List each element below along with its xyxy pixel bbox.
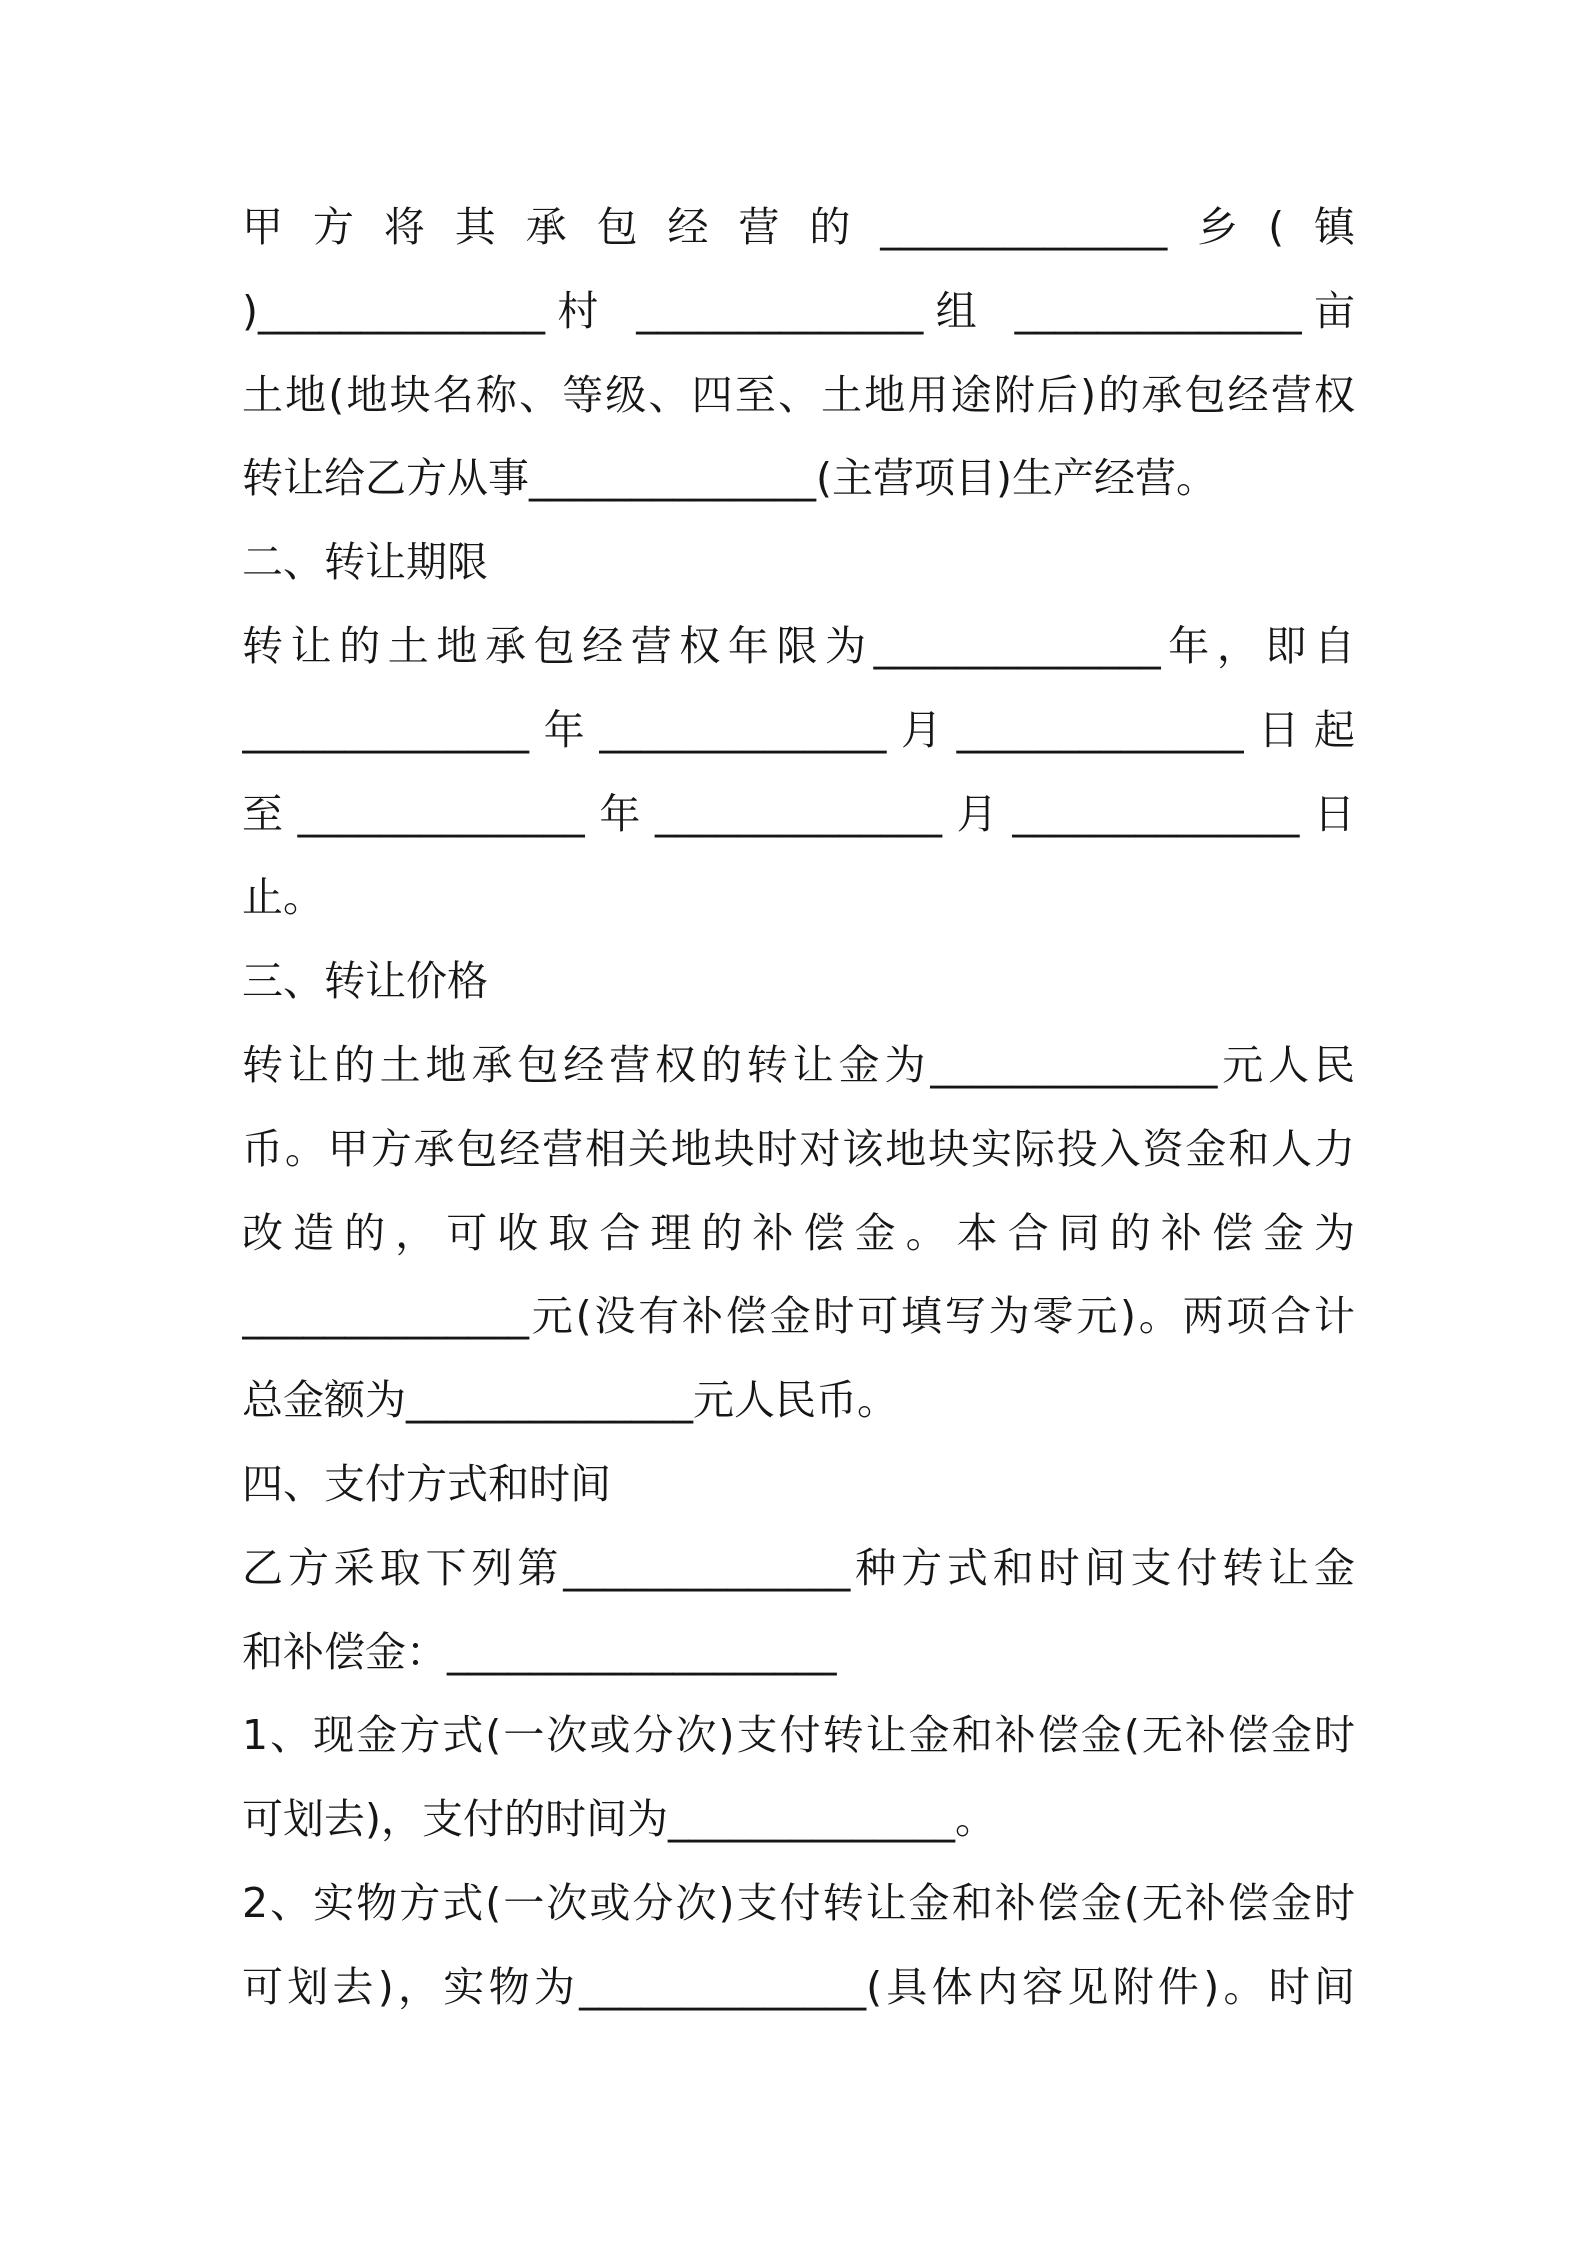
list-item-continuation: 可划去)，实物为______________(具体内容见附件)。时间	[242, 1962, 1355, 2011]
list-item-continuation: 可划去)，支付的时间为______________。	[242, 1795, 996, 1844]
body-line: 转让的土地承包经营权年限为______________年，即自	[242, 621, 1355, 670]
section-heading: 三、转让价格	[242, 957, 488, 1006]
body-line: ______________元(没有补偿金时可填写为零元)。两项合计	[242, 1292, 1355, 1341]
body-line: 总金额为______________元人民币。	[242, 1376, 898, 1425]
body-line: 转让的土地承包经营权的转让金为______________元人民	[242, 1040, 1355, 1089]
list-item: 1、现金方式(一次或分次)支付转让金和补偿金(无补偿金时	[242, 1711, 1355, 1760]
body-line: 改造的，可收取合理的补偿金。本合同的补偿金为	[242, 1208, 1355, 1257]
body-line: ______________年______________月______________日起	[242, 705, 1355, 754]
body-line: 土地(地块名称、等级、四至、土地用途附后)的承包经营权	[242, 370, 1355, 419]
body-line: 转让给乙方从事______________(主营项目)生产经营。	[242, 454, 1217, 503]
document-body	[242, 186, 1355, 2030]
body-line: 币。甲方承包经营相关地块时对该地块实际投入资金和人力	[242, 1124, 1355, 1173]
body-line: 甲方将其承包经营的______________乡(镇	[242, 203, 1355, 251]
body-line: )______________村 ______________组 ______________亩	[242, 286, 1355, 335]
body-line: 和补偿金：___________________	[242, 1627, 837, 1676]
list-item: 2、实物方式(一次或分次)支付转让金和补偿金(无补偿金时	[242, 1878, 1355, 1927]
section-heading: 四、支付方式和时间	[242, 1459, 611, 1508]
body-line: 止。	[242, 873, 324, 922]
section-heading: 二、转让期限	[242, 538, 488, 587]
body-line: 至______________年______________月______________日	[242, 789, 1355, 838]
body-line: 乙方采取下列第______________种方式和时间支付转让金	[242, 1543, 1355, 1592]
